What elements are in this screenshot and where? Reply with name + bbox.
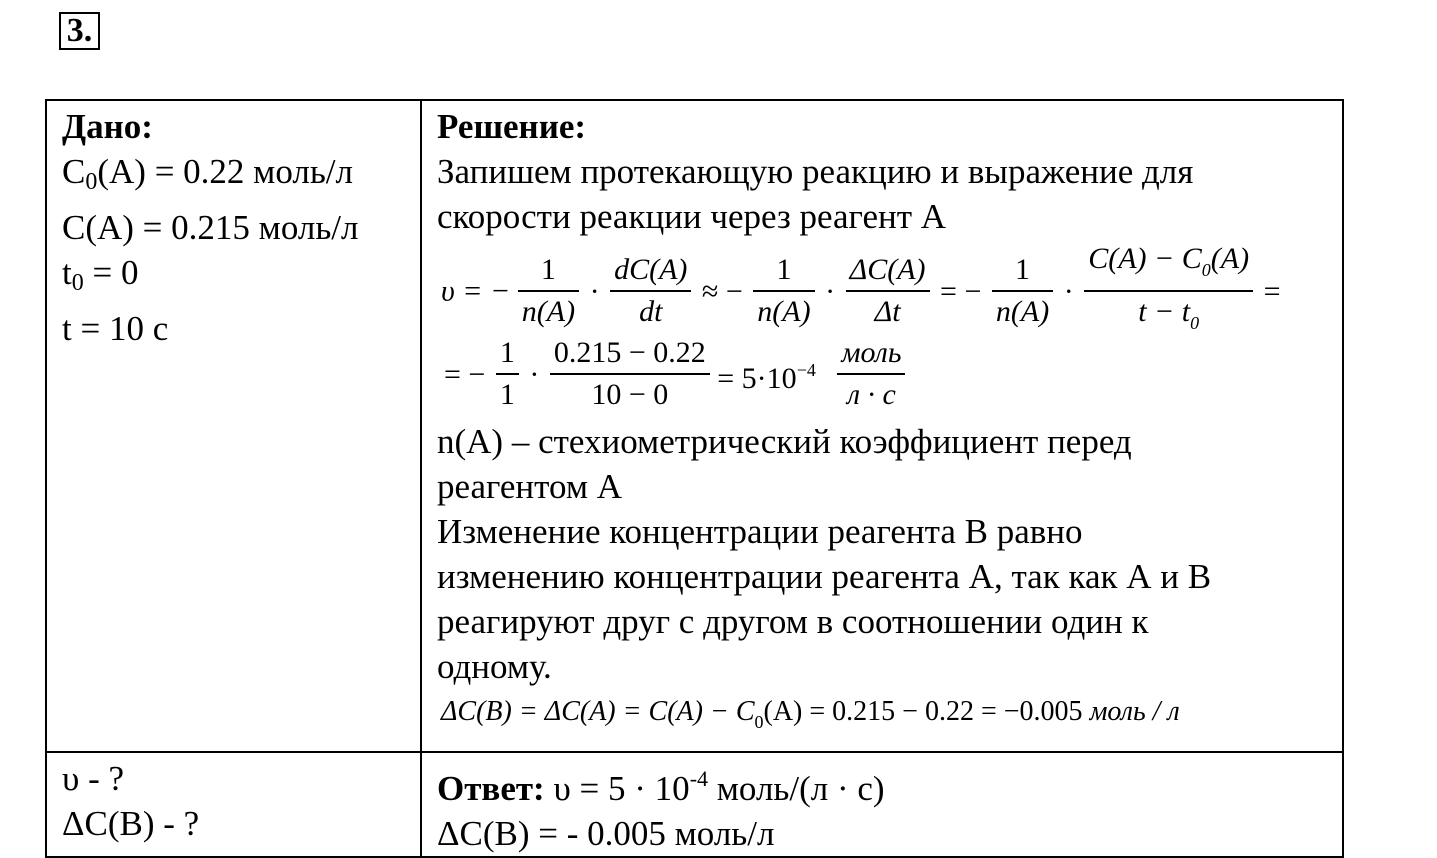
- fraction-numerator: моль: [837, 333, 905, 375]
- answer-text: υ = 5 · 10: [544, 769, 690, 808]
- answer-line-2: ΔC(B) = - 0.005 моль/л: [437, 814, 775, 853]
- given-line-t: [62, 306, 405, 351]
- formula-text: (A) = 0.215 − 0.22 = −0.005: [763, 696, 1090, 727]
- fraction-numerator: ΔC(A): [846, 250, 930, 292]
- formula-subscript: 0: [754, 712, 764, 732]
- given-subscript: 0: [85, 169, 98, 195]
- fraction: [496, 333, 519, 415]
- note-line-2: реагентом А: [437, 467, 622, 506]
- given-heading: Дано:: [62, 107, 153, 146]
- paragraph-line-3: реагируют друг с другом в соотношении один к: [437, 602, 1149, 641]
- fraction-denominator: 10 − 0: [591, 378, 669, 411]
- answer-exponent: -4: [689, 766, 709, 791]
- given-text: = 0: [83, 253, 139, 292]
- formula-text: ΔC(B) = ΔC(A) = C(A) − C: [441, 696, 755, 727]
- formula-operator: ·: [589, 274, 600, 308]
- given-cell: [46, 100, 421, 752]
- answer-cell: [421, 752, 1343, 857]
- fraction-denominator: 1: [499, 378, 515, 411]
- fraction-denominator: n(A): [521, 295, 576, 328]
- formula-operator: ·: [1063, 274, 1074, 308]
- given-text: t: [62, 253, 72, 292]
- fraction: [610, 250, 691, 332]
- table-row-main: [46, 100, 1343, 752]
- formula-operator: =: [1263, 274, 1281, 308]
- find-line-rate: υ - ?: [62, 759, 125, 798]
- fraction-subscript: 0: [1190, 313, 1200, 333]
- answer-line-1: [437, 756, 1327, 811]
- paragraph-line-4: одному.: [437, 647, 552, 686]
- fraction-denominator: л · с: [846, 378, 896, 411]
- rate-calculation-formula: [437, 333, 1327, 419]
- fraction: [1084, 239, 1253, 343]
- formula-operator: = −: [940, 274, 982, 308]
- formula-operator: = −: [444, 357, 486, 391]
- fraction-numerator: 1: [518, 250, 579, 292]
- fraction-denominator: n(A): [757, 295, 811, 328]
- fraction-denominator: dt: [639, 295, 663, 328]
- fraction-text: C(A) − C: [1088, 242, 1202, 275]
- given-text: C: [62, 152, 86, 191]
- fraction: [550, 333, 710, 415]
- fraction-numerator: dC(A): [610, 250, 691, 292]
- delta-c-formula: [437, 689, 1327, 735]
- given-text: t = 10 с: [62, 309, 169, 348]
- rate-formula: [437, 239, 1327, 333]
- fraction-numerator: 1: [753, 250, 814, 292]
- fraction-numerator: 1: [992, 250, 1053, 292]
- solution-intro-line-1: Запишем протекающую реакцию и выражение для: [437, 152, 1194, 191]
- fraction-subscript: 0: [1201, 260, 1211, 280]
- paragraph-line-1: Изменение концентрации реагента В равно: [437, 512, 1083, 551]
- fraction-denominator: n(A): [995, 295, 1050, 328]
- fraction: [846, 250, 930, 332]
- formula-result: [717, 359, 816, 395]
- answer-text: моль/(л · с): [708, 769, 885, 808]
- given-subscript: 0: [71, 270, 84, 296]
- fraction-numerator: [1084, 239, 1253, 292]
- fraction-text: (A): [1210, 242, 1250, 275]
- paragraph-line-2: изменению концентрации реагента А, так как А и В: [437, 557, 1212, 596]
- fraction-denominator: Δt: [874, 295, 901, 328]
- solution-table: [45, 99, 1344, 858]
- formula-unit: моль / л: [1089, 696, 1180, 727]
- given-line-c0: [62, 149, 405, 205]
- fraction: [518, 250, 579, 332]
- solution-heading: Решение:: [437, 107, 587, 146]
- given-text: (A) = 0.22 моль/л: [97, 152, 353, 191]
- unit-fraction: [837, 333, 905, 415]
- note-line-1: n(A) – стехиометрический коэффициент перед: [437, 422, 1132, 461]
- problem-number: 3.: [59, 12, 100, 50]
- given-text: C(A) = 0.215 моль/л: [62, 208, 359, 247]
- result-exponent: −4: [796, 359, 816, 380]
- fraction-numerator: 0.215 − 0.22: [550, 333, 710, 375]
- table-row-answer: [46, 752, 1343, 857]
- solution-cell: [421, 100, 1343, 752]
- fraction-numerator: 1: [496, 333, 519, 375]
- find-line-delta: ΔC(B) - ?: [62, 804, 200, 843]
- find-cell: [46, 752, 421, 857]
- fraction: [992, 250, 1053, 332]
- formula-lhs: υ = −: [441, 274, 511, 308]
- answer-label: Ответ:: [437, 769, 545, 808]
- formula-operator: ·: [529, 357, 540, 391]
- given-line-c: [62, 205, 405, 250]
- formula-operator: ·: [825, 274, 836, 308]
- fraction: [753, 250, 814, 332]
- fraction-text: t − t: [1138, 295, 1191, 328]
- formula-operator: ≈ −: [701, 274, 743, 308]
- result-text: = 5·10: [717, 361, 797, 395]
- given-line-t0: [62, 250, 405, 306]
- solution-intro-line-2: скорости реакции через реагент А: [437, 197, 947, 236]
